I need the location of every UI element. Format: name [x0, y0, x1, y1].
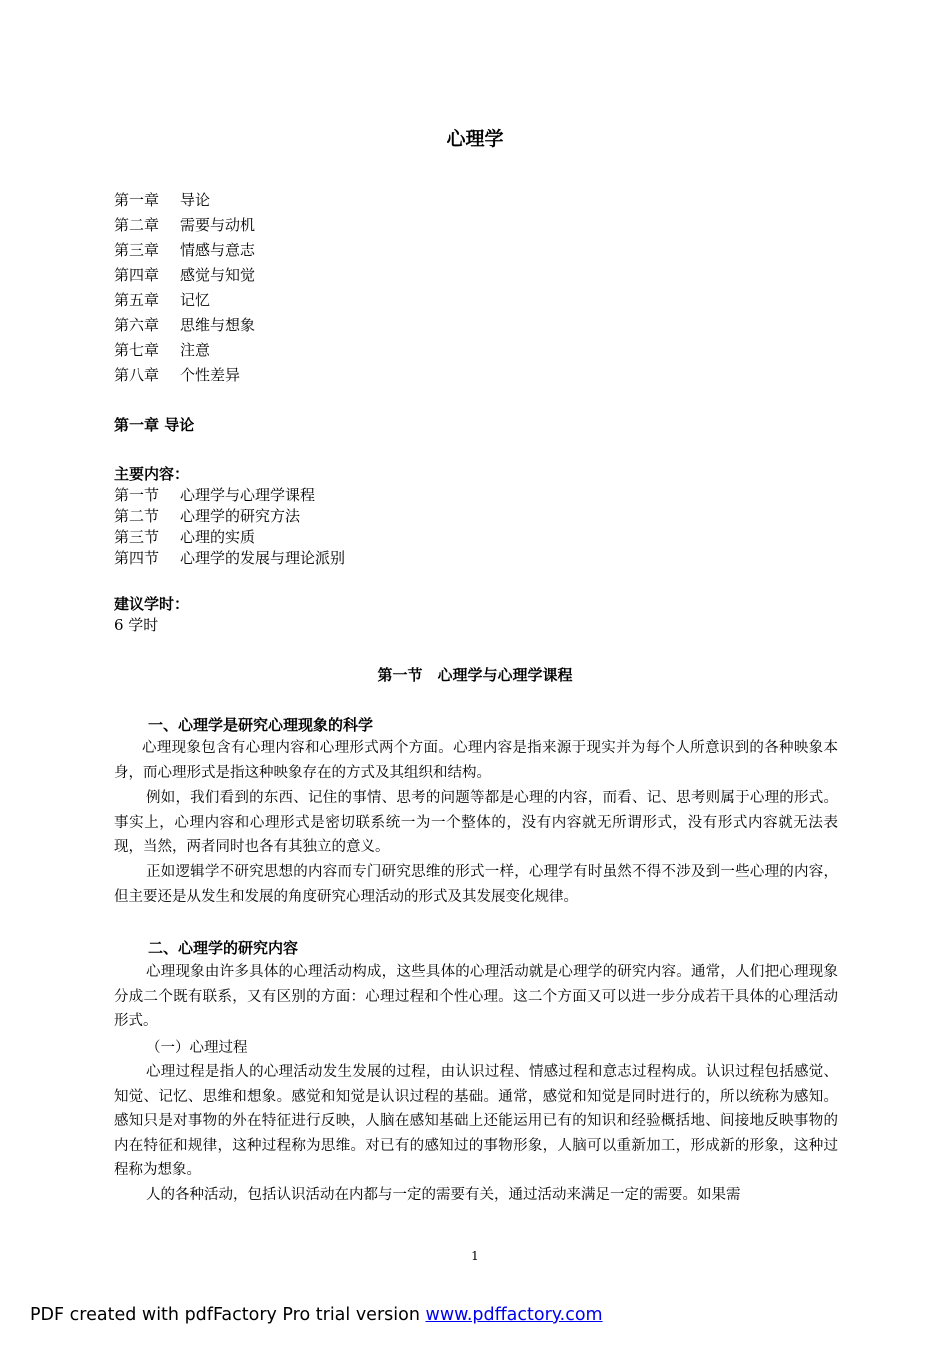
toc-item: 第一章 导论	[114, 191, 211, 209]
paragraph-3: 正如逻辑学不研究思想的内容而专门研究思维的形式一样，心理学有时虽然不得不涉及到一些心理的内容，但主要还是从发生和发展的角度研究心理活动的形式及其发展变化规律。	[114, 864, 838, 905]
paragraph-5: 心理过程是指人的心理活动发生发展的过程，由认识过程、情感过程和意志过程构成。认识过程包括感觉、知觉、记忆、思维和想象。感觉和知觉是认识过程的基础。通常，感觉和知觉是同时进行的，所以统称为感知。感知只是对事物的外在特征进行反映，人脑在感知基础上还能运用已有的知识和经验概括地、间接地反映事物的内在特征和规律，这种过程称为思维。对已有的感知过的事物形象，人脑可以重新加工，形成新的形象，这种过程称为想象。	[114, 1064, 838, 1179]
hours-label: 建议学时：	[114, 595, 190, 613]
pdf-footer	[30, 1305, 603, 1325]
toc-item: 第七章 注意	[114, 341, 211, 359]
hours-block	[114, 594, 189, 636]
subheading-2: 二、心理学的研究内容	[148, 939, 299, 957]
toc-item: 第六章 思维与想象	[114, 316, 256, 334]
toc-item: 第四章 感觉与知觉	[114, 266, 256, 284]
paragraph-4: 心理现象由许多具体的心理活动构成，这些具体的心理活动就是心理学的研究内容。通常，人们把心理现象分成二个既有联系，又有区别的方面：心理过程和个性心理。这二个方面又可以进一步分成若干具体的心理活动形式。	[114, 964, 838, 1030]
chapter-heading: 第一章 导论	[114, 416, 195, 434]
paragraph-6: 人的各种活动，包括认识活动在内都与一定的需要有关，通过活动来满足一定的需要。如果需	[146, 1187, 741, 1203]
document-title: 心理学	[446, 128, 504, 150]
footer-link[interactable]: www.pdffactory.com	[425, 1305, 603, 1325]
hours-value: 6 学时	[114, 616, 159, 634]
page-number: 1	[471, 1249, 479, 1263]
section-list-item: 第三节 心理的实质	[114, 528, 256, 546]
toc-item: 第二章 需要与动机	[114, 216, 256, 234]
footer-text: PDF created with pdfFactory Pro trial version	[30, 1305, 426, 1325]
toc-item: 第三章 情感与意志	[114, 241, 256, 259]
paragraph-1: 心理现象包含有心理内容和心理形式两个方面。心理内容是指来源于现实并为每个人所意识到的各种映象本身，而心理形式是指这种映象存在的方式及其组织和结构。	[114, 740, 838, 781]
subheading-1: 一、心理学是研究心理现象的科学	[148, 716, 374, 734]
process-label: （一）心理过程	[146, 1040, 248, 1056]
paragraph-2: 例如，我们看到的东西、记住的事情、思考的问题等都是心理的内容，而看、记、思考则属于心理的形式。事实上，心理内容和心理形式是密切联系统一为一个整体的，没有内容就无所谓形式，没有形式内容就无法表现，当然，两者同时也各有其独立的意义。	[114, 790, 838, 856]
table-of-contents	[114, 188, 255, 388]
section-list-item: 第二节 心理学的研究方法	[114, 507, 301, 525]
toc-item: 第五章 记忆	[114, 291, 211, 309]
main-content-label: 主要内容：	[114, 465, 190, 483]
main-content-block	[114, 464, 345, 569]
section-list-item: 第四节 心理学的发展与理论派别	[114, 549, 346, 567]
toc-item: 第八章 个性差异	[114, 366, 241, 384]
section-list-item: 第一节 心理学与心理学课程	[114, 486, 316, 504]
section-title: 第一节 心理学与心理学课程	[377, 666, 573, 684]
